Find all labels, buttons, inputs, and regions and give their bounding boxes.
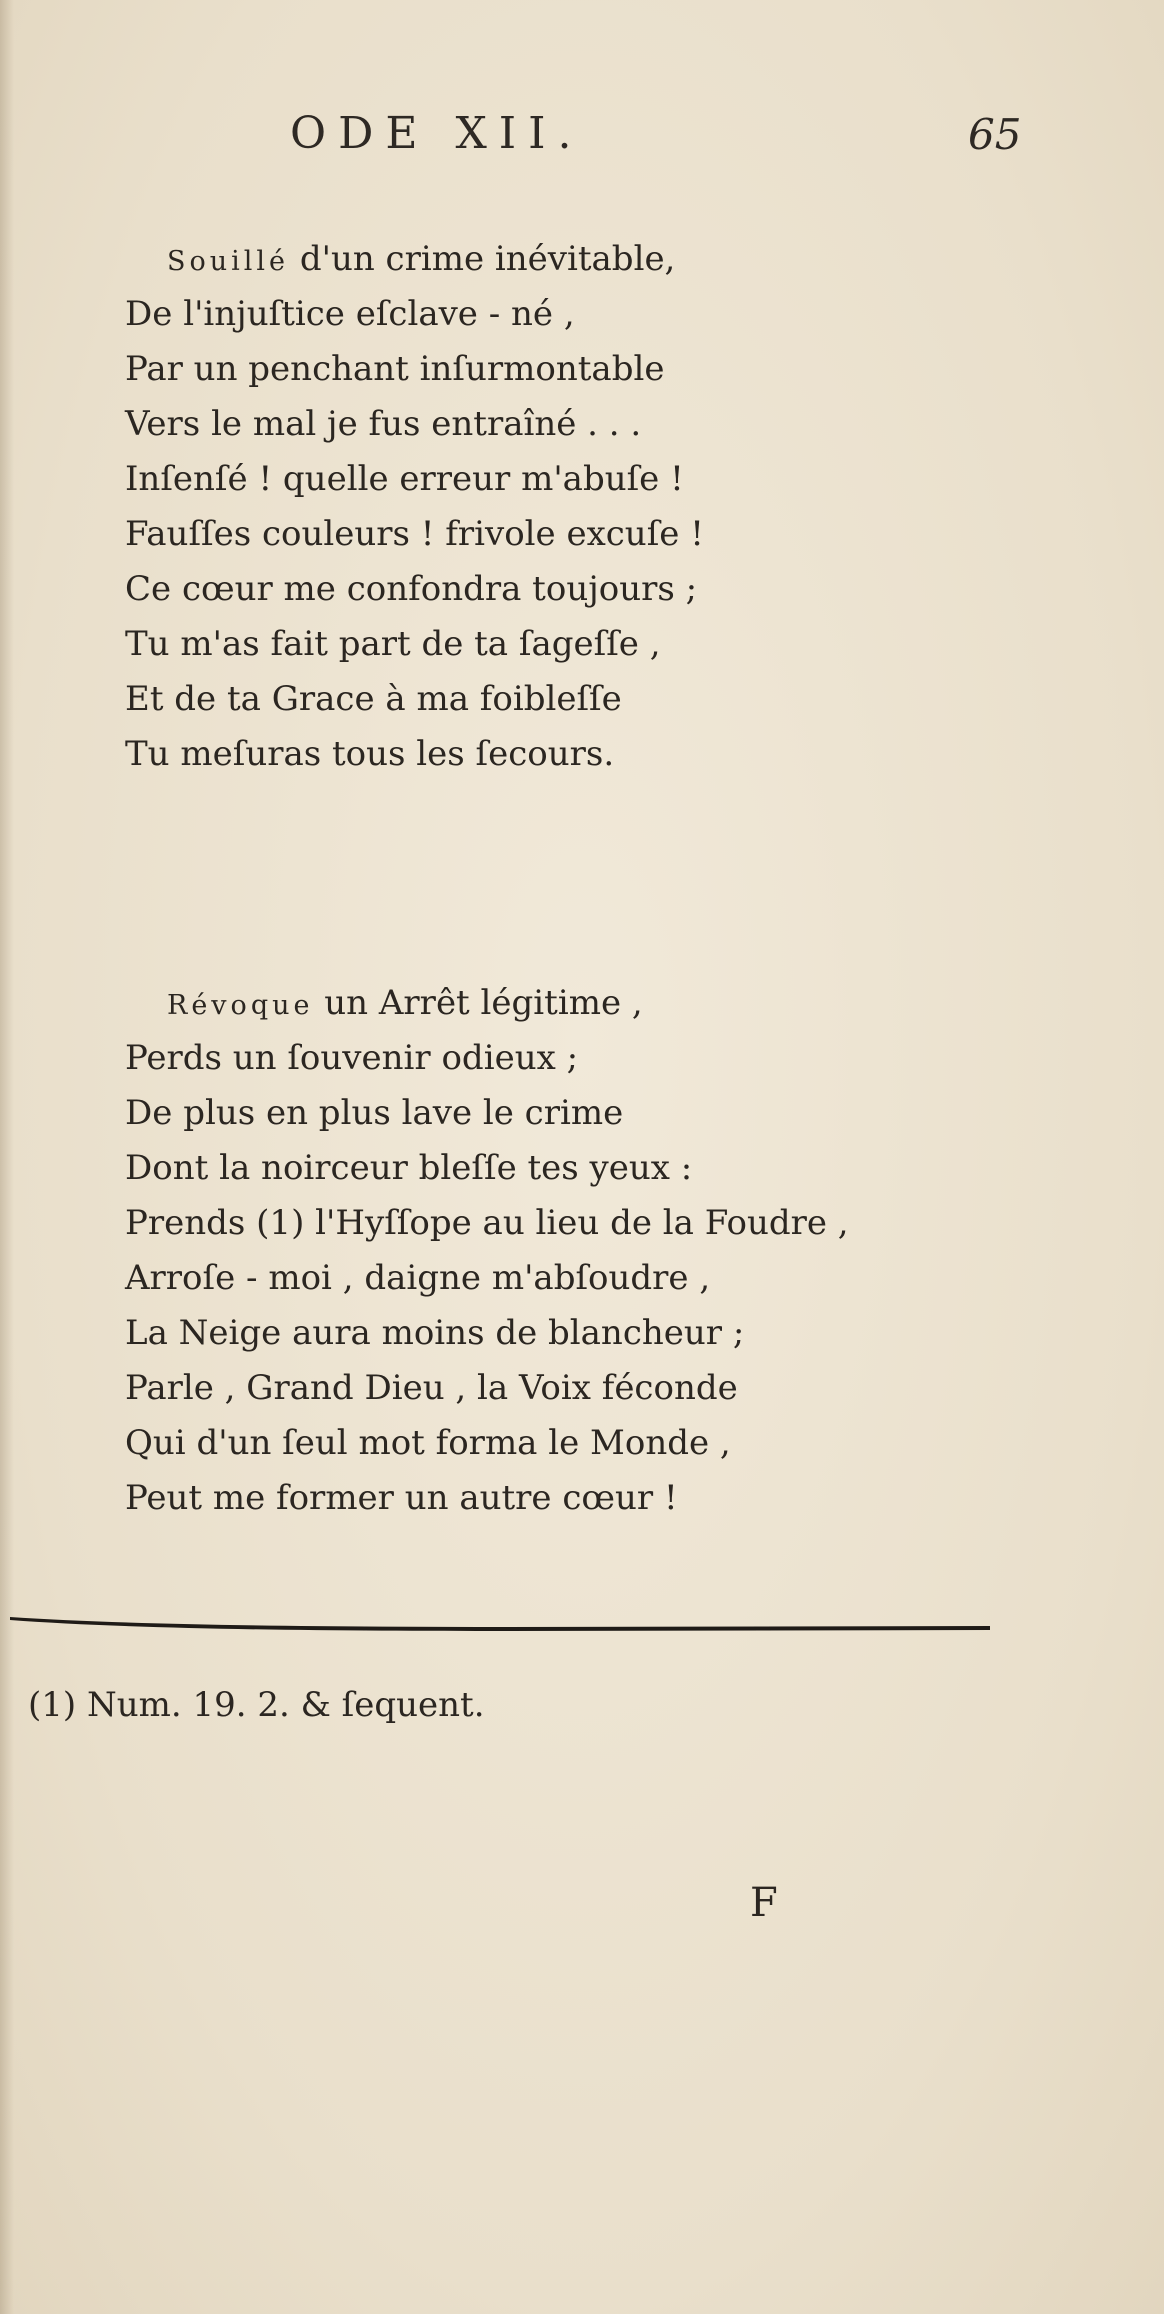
stanza-line-text: d'un crime inévitable, [289,239,676,279]
stanza-line: Et de ta Grace à ma foibleſſe [125,679,622,719]
stanza-line: La Neige aura moins de blancheur ; [125,1313,745,1353]
stanza-line: Tu meſuras tous les ſecours. [125,734,615,774]
stanza-line [125,976,1025,1031]
footnote-divider-rule [10,1615,990,1633]
stanza-line: De l'injuſtice eſclave - né , [125,294,575,334]
stanza-1 [125,232,1025,782]
page-number: 65 [968,110,1022,159]
stanza-line: Prends (1) l'Hyſſope au lieu de la Foudre , [125,1203,849,1243]
page-title: ODE XII. [290,108,584,159]
stanza-line [125,232,1025,287]
stanza-line: Par un penchant inſurmontable [125,349,665,389]
stanza-line: Inſenſé ! quelle erreur m'abuſe ! [125,459,684,499]
stanza-line: Vers le mal je fus entraîné . . . [125,404,642,444]
stanza-line: Peut me former un autre cœur ! [125,1478,678,1518]
stanza-line: Parle , Grand Dieu , la Voix féconde [125,1368,738,1408]
stanza-opening-word: Révoque [167,990,314,1021]
stanza-line: Qui d'un ſeul mot forma le Monde , [125,1423,731,1463]
page-edge-shadow [0,0,14,2314]
stanza-2 [125,976,1025,1526]
stanza-line: Fauſſes couleurs ! frivole excuſe ! [125,514,704,554]
stanza-line-text: un Arrêt légitime , [313,983,643,1023]
signature-mark: F [750,1880,778,1926]
stanza-opening-word: Souillé [167,246,290,277]
stanza-line: Perds un ſouvenir odieux ; [125,1038,579,1078]
stanza-line: Tu m'as fait part de ta ſageſſe , [125,624,661,664]
footnote: (1) Num. 19. 2. & ſequent. [28,1685,485,1725]
stanza-line: Dont la noirceur bleſſe tes yeux : [125,1148,693,1188]
stanza-line: Ce cœur me confondra toujours ; [125,569,698,609]
stanza-line: Arroſe - moi , daigne m'abſoudre , [125,1258,711,1298]
stanza-line: De plus en plus lave le crime [125,1093,624,1133]
